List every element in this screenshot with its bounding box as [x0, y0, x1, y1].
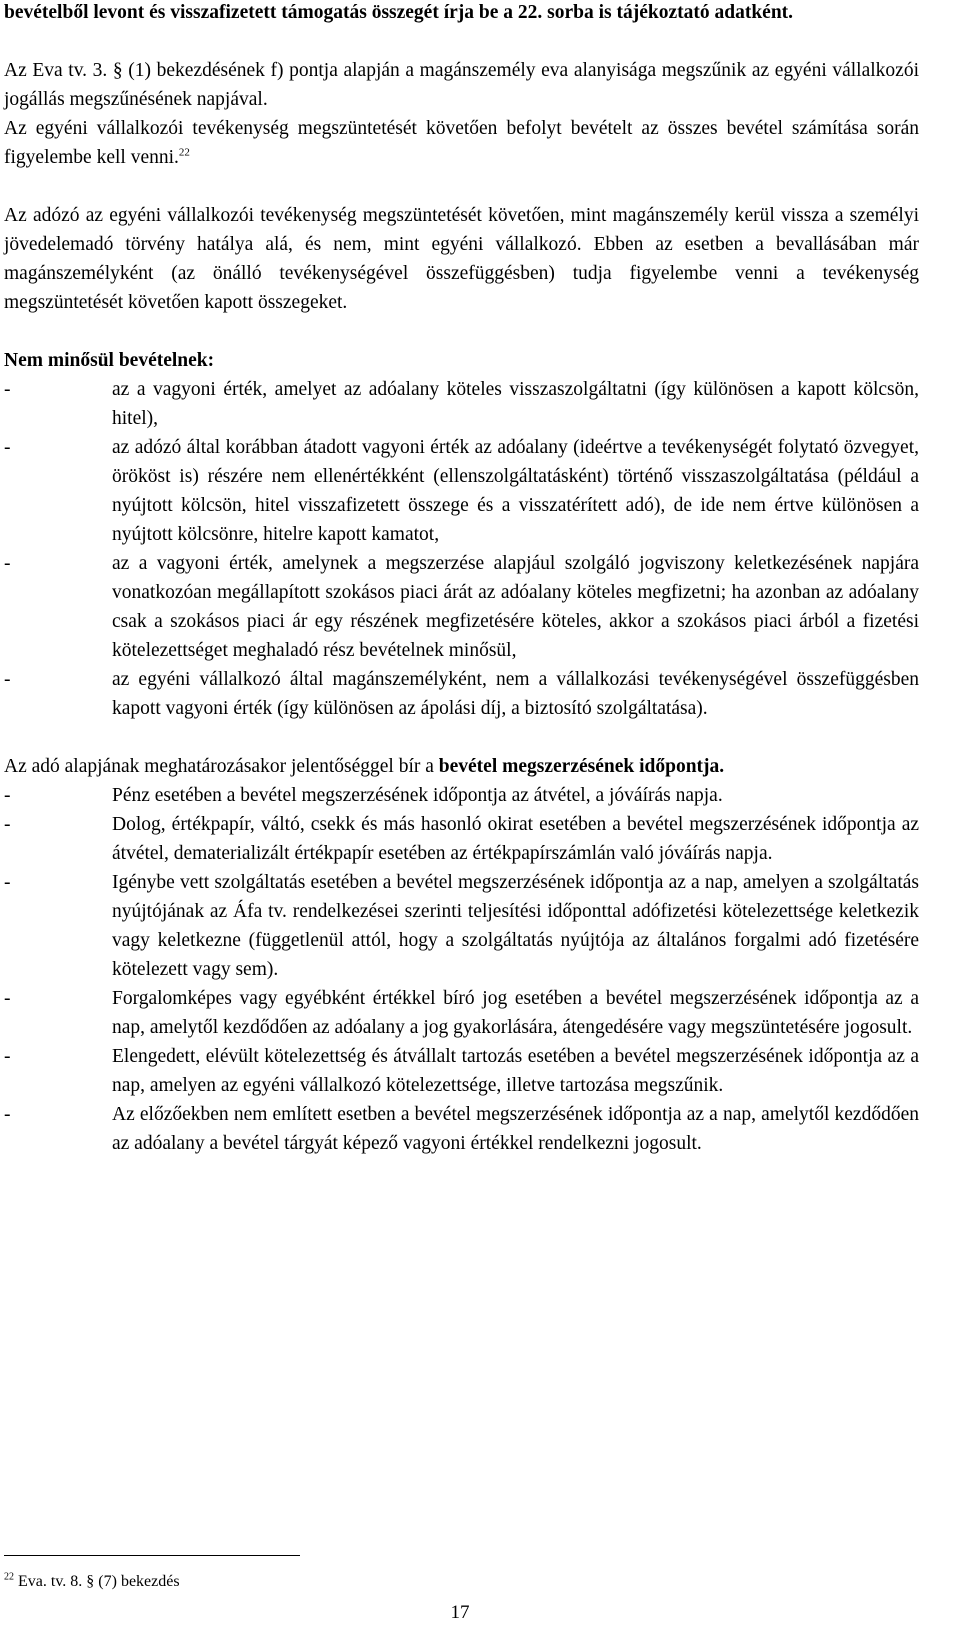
list-item: [4, 810, 919, 868]
list-item: [4, 375, 919, 433]
dash-bullet: -: [4, 1104, 11, 1125]
list-item: [4, 549, 919, 665]
dash-bullet: -: [4, 437, 11, 458]
list-item-text: az egyéni vállalkozó által magánszemélyként, nem a vállalkozási tevékenységével összefüggésben kapott vagyoni érték (így különösen az ápolási díj, a biztosító szolgáltatása).: [112, 669, 919, 719]
list-item: [4, 781, 919, 810]
list-item: [4, 868, 919, 984]
spacer: [4, 27, 919, 56]
idopont-intro-text: Az adó alapjának meghatározásakor jelentőséggel bír a: [4, 756, 434, 777]
idopont-list: [4, 781, 919, 1158]
list-item-text: az adózó által korábban átadott vagyoni érték az adóalany (ideértve a tevékenységét folytató özvegyet, örököst is) részére nem ellenértékként (ellenszolgáltatásként) történő visszaszolgáltatása (például a nyújtott kölcsön, hitel visszafizetett összege és a visszatérített adó), de ide nem értve különösen a nyújtott kölcsönre, hitelre kapott kamatot,: [112, 437, 919, 545]
footnote-reference: 22: [178, 146, 190, 159]
dash-bullet: -: [4, 814, 11, 835]
list-item: [4, 1042, 919, 1100]
dash-bullet: -: [4, 553, 11, 574]
footnote-divider: [4, 1555, 300, 1556]
page-number: 17: [450, 1602, 470, 1623]
eva-paragraph-line2-text: Az egyéni vállalkozói tevékenység megszüntetését követően befolyt bevételt az összes bevétel számítása során figyelembe kell venni.: [4, 118, 919, 168]
ado-paragraph: Az adózó az egyéni vállalkozói tevékenység megszüntetését követően, mint magánszemély kerül vissza a személyi jövedelemadó törvény hatálya alá, és nem, mint egyéni vállalkozó. Ebben az esetben a bevallásában már magánszemélyként (az önálló tevékenységével összefüggésben) tudja figyelembe venni a tevékenység megszüntetését követően kapott összegeket.: [4, 205, 919, 313]
dash-bullet: -: [4, 785, 11, 806]
list-item-text: az a vagyoni érték, amelynek a megszerzése alapjául szolgáló jogviszony keletkezésének napjára vonatkozóan megállapított szokásos piaci árát az adóalany köteles megfizetni; ha azonban az adóalany csak a szokásos piaci ár egy részének megfizetésére köteles, akkor a szokásos piaci árból a fizetési kötelezettséget meghaladó rész bevételnek minősül,: [112, 553, 919, 661]
dash-bullet: -: [4, 1046, 11, 1067]
spacer: [4, 723, 919, 752]
eva-paragraph-line2: [4, 114, 919, 172]
footnote: [4, 1572, 180, 1592]
list-item-text: Az előzőekben nem említett esetben a bevétel megszerzésének időpontja az a nap, amelytől kezdődően az adóalany a bevétel tárgyát képező vagyoni értékkel rendelkezni jogosult.: [112, 1104, 919, 1154]
nem-minosul-heading: Nem minősül bevételnek:: [4, 350, 215, 371]
list-item: [4, 984, 919, 1042]
idopont-intro: [4, 752, 919, 781]
dash-bullet: -: [4, 988, 11, 1009]
dash-bullet: -: [4, 669, 11, 690]
spacer: [4, 172, 919, 201]
list-item: [4, 1100, 919, 1158]
dash-bullet: -: [4, 872, 11, 893]
list-item: [4, 433, 919, 549]
document-page: [4, 0, 919, 1158]
list-item-text: Igénybe vett szolgáltatás esetében a bevétel megszerzésének időpontja az a nap, amelyen a szolgáltatás nyújtójának az Áfa tv. rendelkezései szerinti teljesítési időponttal adófizetési kötelezettsége keletkezik vagy keletkezne (függetlenül attól, hogy a szolgáltatás nyújtója az általános forgalmi adó fizetésére kötelezett vagy sem).: [112, 872, 919, 980]
idopont-intro-bold: bevétel megszerzésének időpontja.: [438, 756, 725, 777]
list-item-text: Pénz esetében a bevétel megszerzésének időpontja az átvétel, a jóváírás napja.: [112, 785, 723, 806]
list-item-text: Elengedett, elévült kötelezettség és átvállalt tartozás esetében a bevétel megszerzésének időpontja az a nap, amelyen az egyéni vállalkozó kötelezettsége, illetve tartozása megszűnik.: [112, 1046, 919, 1096]
spacer: [4, 317, 919, 346]
list-item-text: Dolog, értékpapír, váltó, csekk és más hasonló okirat esetében a bevétel megszerzésének időpontja az átvétel, dematerializált értékpapír esetében az értékpapírszámlán való jóváírás napja.: [112, 814, 919, 864]
footnote-number: 22: [4, 1571, 14, 1583]
nem-minosul-list: [4, 375, 919, 723]
dash-bullet: -: [4, 379, 11, 400]
list-item-text: az a vagyoni érték, amelyet az adóalany köteles visszaszolgáltatni (így különösen a kapott kölcsön, hitel),: [112, 379, 919, 429]
top-paragraph: bevételből levont és visszafizetett támogatás összegét írja be a 22. sorba is tájékoztató adatként.: [4, 2, 794, 23]
eva-paragraph-line1: Az Eva tv. 3. § (1) bekezdésének f) pontja alapján a magánszemély eva alanyisága megszűnik az egyéni vállalkozói jogállás megszűnésének napjával.: [4, 60, 919, 110]
list-item-text: Forgalomképes vagy egyébként értékkel bíró jog esetében a bevétel megszerzésének időpontja az a nap, amelytől kezdődően az adóalany a jog gyakorlására, átengedésére vagy megszüntetésére jogosult.: [112, 988, 919, 1038]
list-item: [4, 665, 919, 723]
footnote-text: Eva. tv. 8. § (7) bekezdés: [18, 1573, 180, 1590]
